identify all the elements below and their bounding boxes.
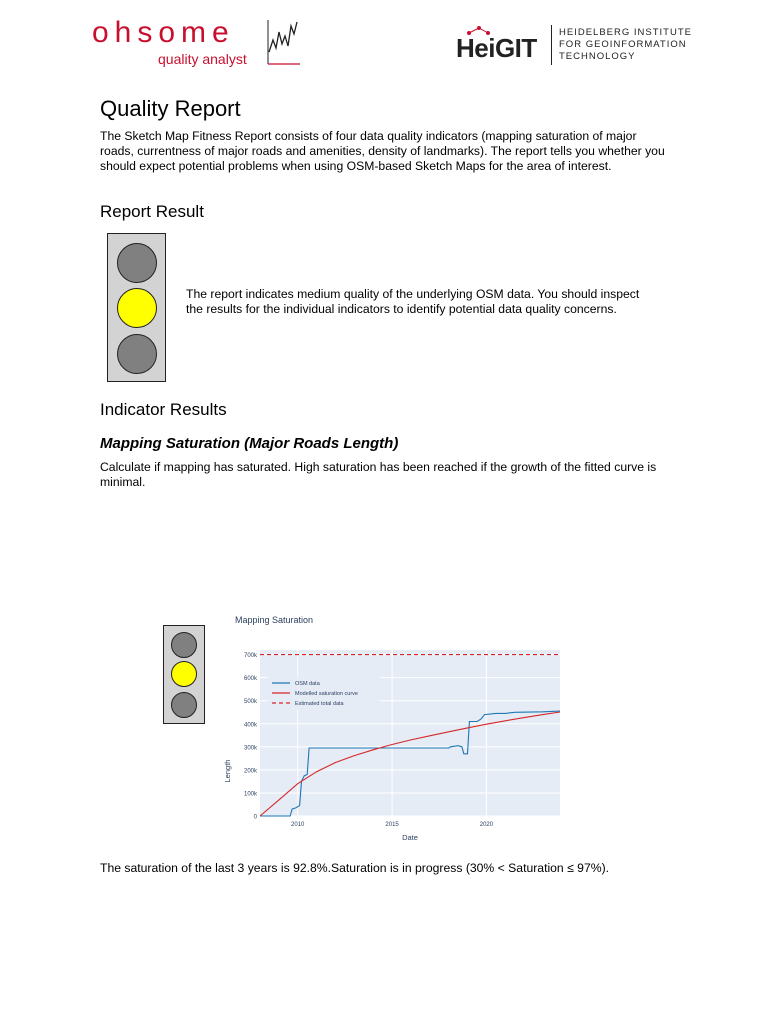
legend-label: Estimated total data xyxy=(295,701,344,707)
y-tick-label: 500k xyxy=(243,699,257,706)
y-axis-label: Length xyxy=(223,759,232,783)
yellow-lamp xyxy=(171,661,197,687)
logo-divider xyxy=(551,25,552,65)
y-tick-label: 200k xyxy=(243,768,257,775)
yellow-lamp xyxy=(117,288,157,328)
x-axis-label: Date xyxy=(402,833,418,842)
indicator-traffic-light xyxy=(163,625,205,724)
mapping-saturation-title: Mapping Saturation (Major Roads Length) xyxy=(100,435,399,452)
heigit-name-line: TECHNOLOGY xyxy=(559,51,636,62)
legend-label: Modelled saturation curve xyxy=(295,691,358,697)
page-title: Quality Report xyxy=(100,96,241,121)
x-tick-label: 2020 xyxy=(479,822,494,828)
y-tick-label: 300k xyxy=(243,745,257,752)
green-lamp xyxy=(171,692,197,718)
ohsome-logo xyxy=(92,16,235,50)
chart-title: Mapping Saturation xyxy=(235,615,314,625)
heigit-name-line: HEIDELBERG INSTITUTE xyxy=(559,27,692,38)
y-tick-label: 700k xyxy=(243,653,257,660)
x-tick-label: 2015 xyxy=(385,822,399,828)
heigit-logo-text: HeiGIT xyxy=(456,33,537,63)
heigit-name-line: FOR GEOINFORMATION xyxy=(559,39,687,50)
mapping-saturation-chart xyxy=(215,605,575,850)
mapping-saturation-description: Calculate if mapping has saturated. High saturation has been reached if the growth of the fitted curve is minimal. xyxy=(100,460,657,489)
report-result-heading: Report Result xyxy=(100,202,204,221)
indicator-results-heading: Indicator Results xyxy=(100,400,227,419)
sparkline-logo-icon xyxy=(266,18,302,66)
red-lamp xyxy=(171,632,197,658)
chart-legend xyxy=(268,676,380,710)
heigit-full-name xyxy=(559,27,692,63)
green-lamp xyxy=(117,334,157,374)
intro-paragraph: The Sketch Map Fitness Report consists of four data quality indicators (mapping saturation of major roads, currentness of major roads and amenities, density of landmarks). The report tells you whether you should expect potential problems when using OSM-based Sketch Maps for the area of interest. xyxy=(100,129,665,173)
red-lamp xyxy=(117,243,157,283)
x-tick-label: 2010 xyxy=(291,822,305,828)
ohsome-tagline: quality analyst xyxy=(158,51,247,67)
ohsome-logo-text: ohsome xyxy=(92,16,235,49)
legend-label: OSM data xyxy=(295,681,320,687)
mapping-saturation-result: The saturation of the last 3 years is 92.8%.Saturation is in progress (30% < Saturation ≤ 97%). xyxy=(100,861,610,875)
y-tick-label: 400k xyxy=(243,722,257,729)
y-tick-label: 100k xyxy=(243,791,257,798)
report-traffic-light xyxy=(107,233,166,382)
y-tick-label: 600k xyxy=(243,676,257,683)
report-result-text: The report indicates medium quality of the underlying OSM data. You should inspect the results for the individual indicators to identify potential data quality concerns. xyxy=(186,287,640,316)
plot-area xyxy=(260,650,560,816)
y-tick-label: 0 xyxy=(253,814,257,821)
